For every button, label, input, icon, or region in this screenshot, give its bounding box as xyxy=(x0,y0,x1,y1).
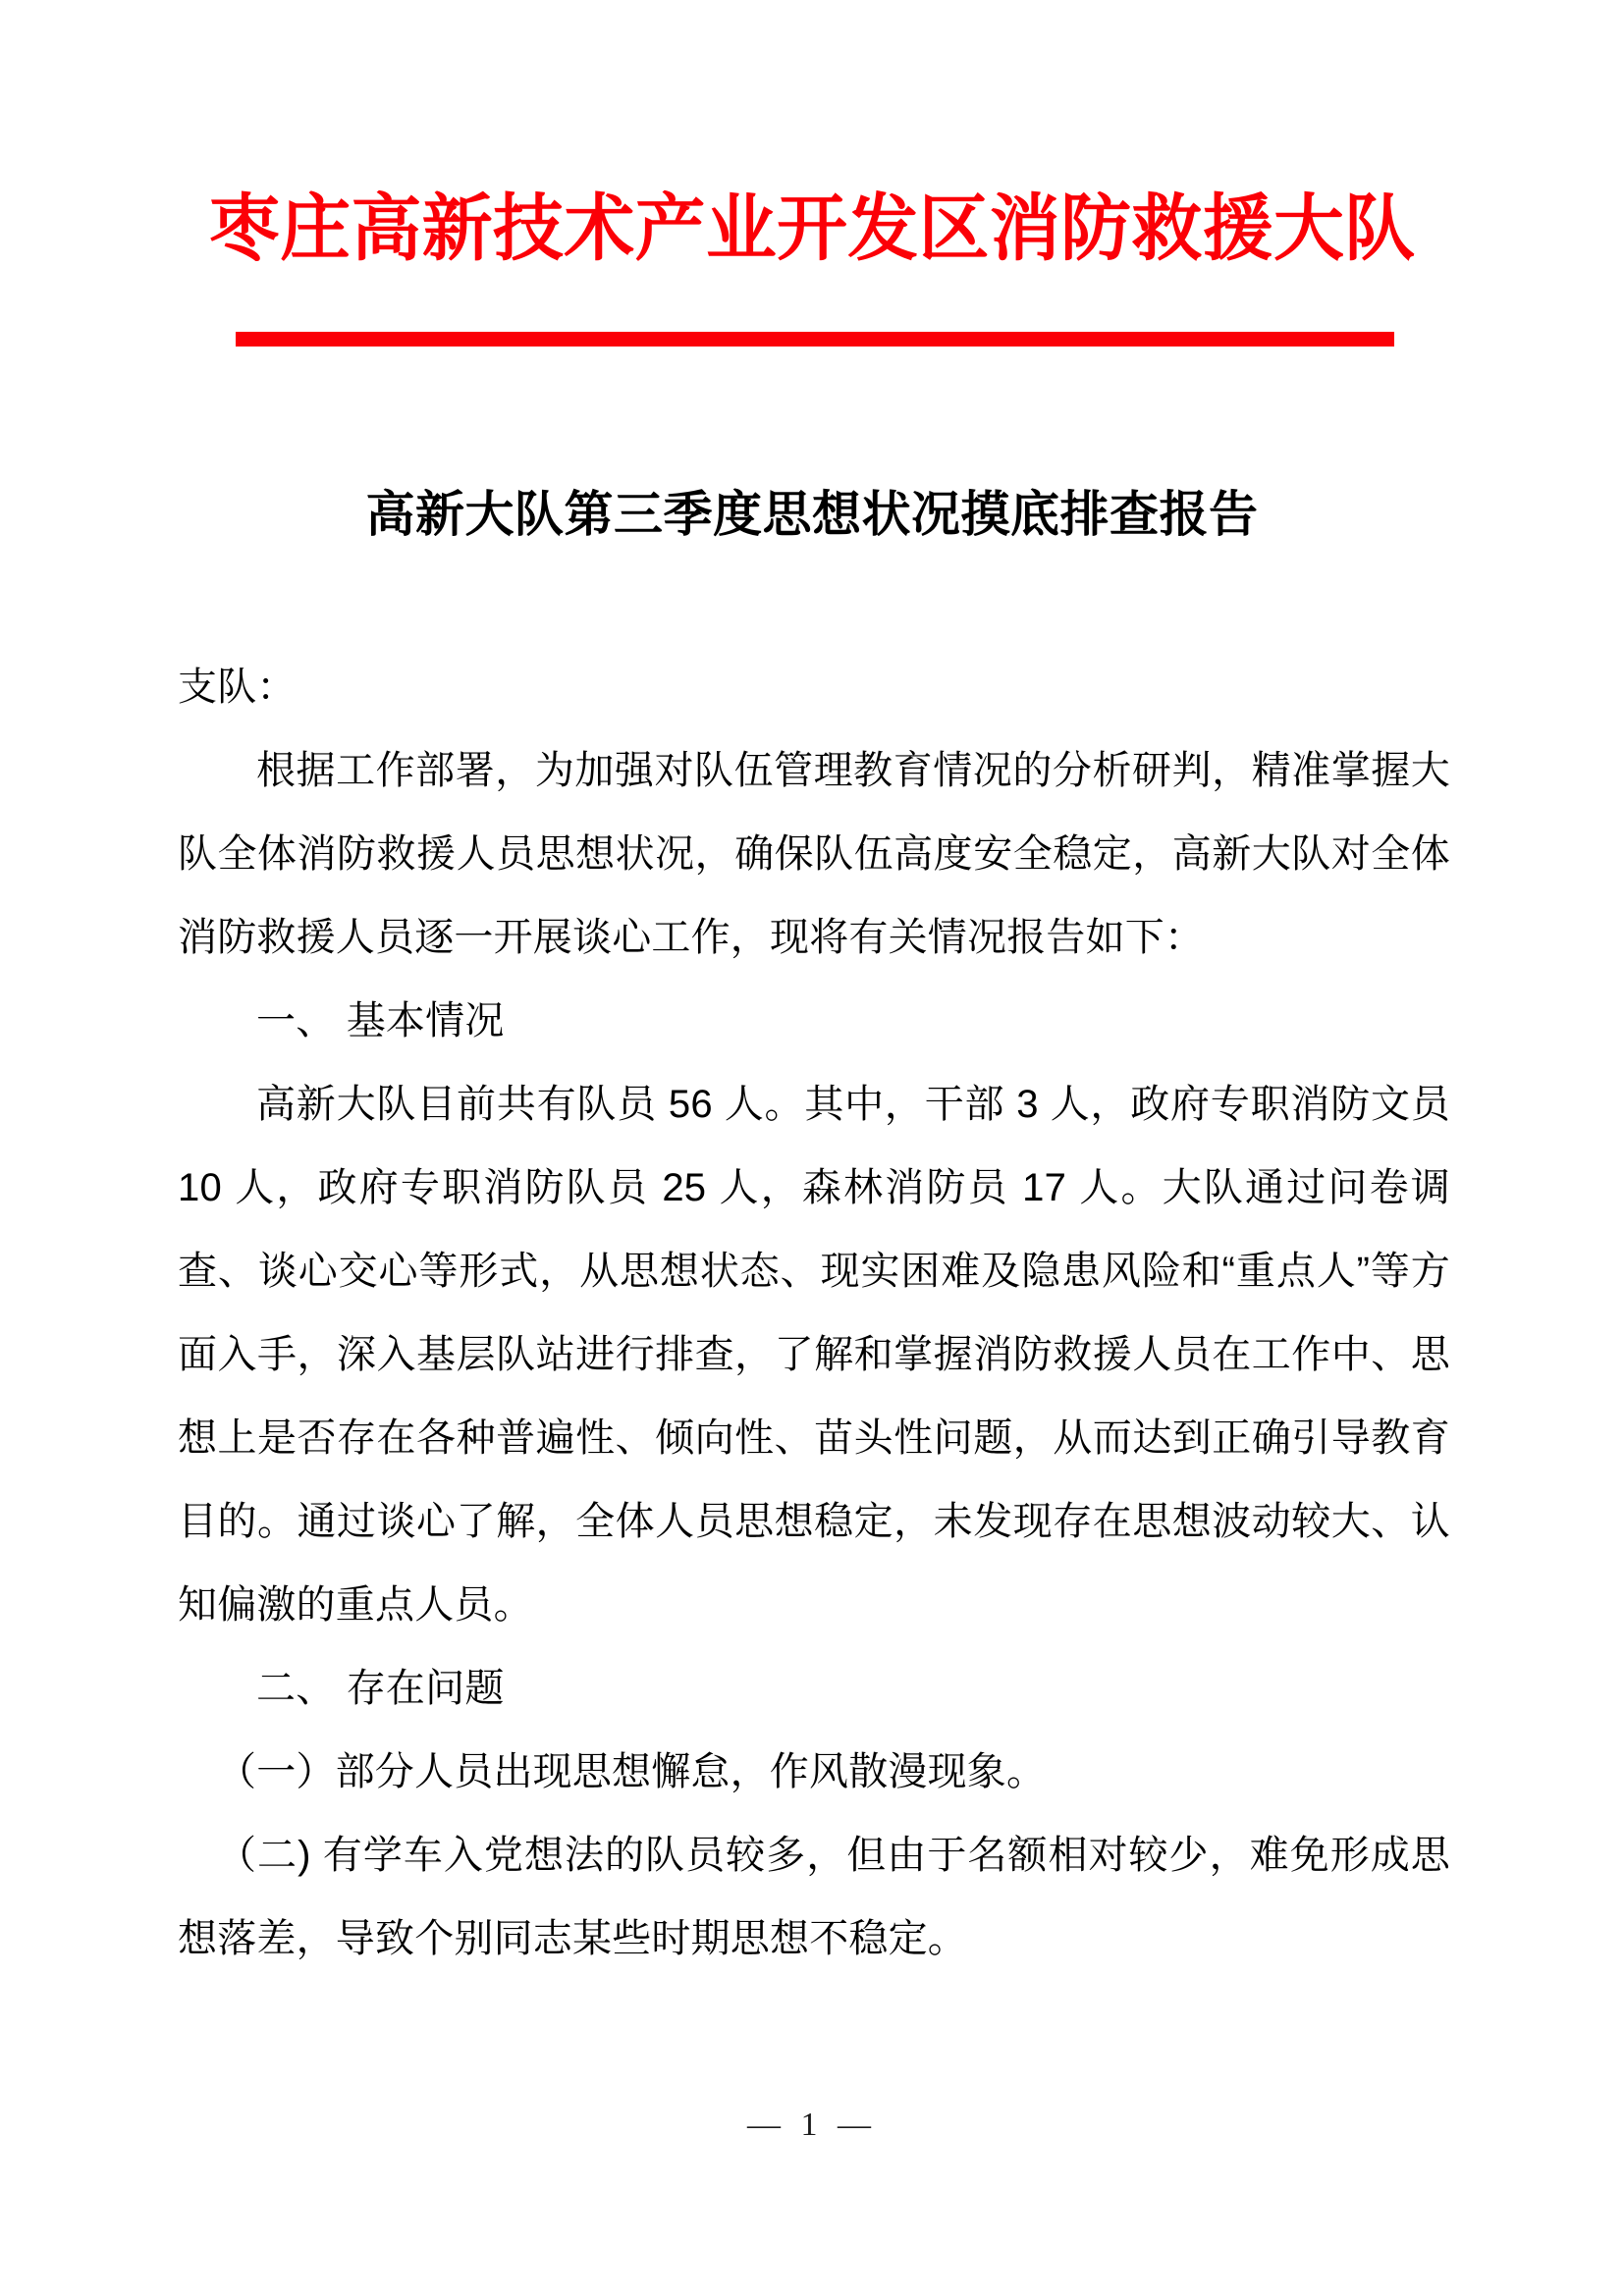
section-heading-two: 二、 存在问题 xyxy=(256,1667,505,1710)
paragraph-basic-situation: 高新大队目前共有队员 56 人。其中，干部 3 人，政府专职消防文员 10 人，政府专职消防队员 25 人，森林消防员 17 人。大队通过问卷调查、谈心交心等形式，从思想状态、现实困难及隐患风险和“重点人”等方面入手，深入基层队站进行排查，了解和掌握消防救援人员在工作中、思想上是否存在各种普遍性、倾向性、苗头性问题，从而达到正确引导教育目的。通过谈心了解，全体人员思想稳定，未发现存在思想波动较大、认知偏激的重点人员。 xyxy=(178,1083,1450,1627)
paragraph-issue-one: （一）部分人员出现思想懈怠，作风散漫现象。 xyxy=(217,1750,1047,1793)
letterhead-title: 枣庄高新技术产业开发区消防救援大队 xyxy=(208,187,1416,269)
document-body xyxy=(178,646,1450,1981)
page-number-footer: — 1 — xyxy=(747,2107,877,2143)
letterhead-red-rule xyxy=(236,332,1394,347)
salutation: 支队： xyxy=(178,666,297,709)
paragraph-intro: 根据工作部署，为加强对队伍管理教育情况的分析研判，精准掌握大队全体消防救援人员思想状况，确保队伍高度安全稳定，高新大队对全体消防救援人员逐一开展谈心工作，现将有关情况报告如下： xyxy=(178,749,1450,959)
paragraph-issue-two: （二) 有学车入党想法的队员较多，但由于名额相对较少，难免形成思想落差，导致个别同志某些时期思想不稳定。 xyxy=(178,1834,1450,1960)
section-heading-one: 一、 基本情况 xyxy=(256,999,505,1042)
document-title: 高新大队第三季度思想状况摸底排查报告 xyxy=(365,487,1259,542)
letterhead xyxy=(0,187,1624,269)
